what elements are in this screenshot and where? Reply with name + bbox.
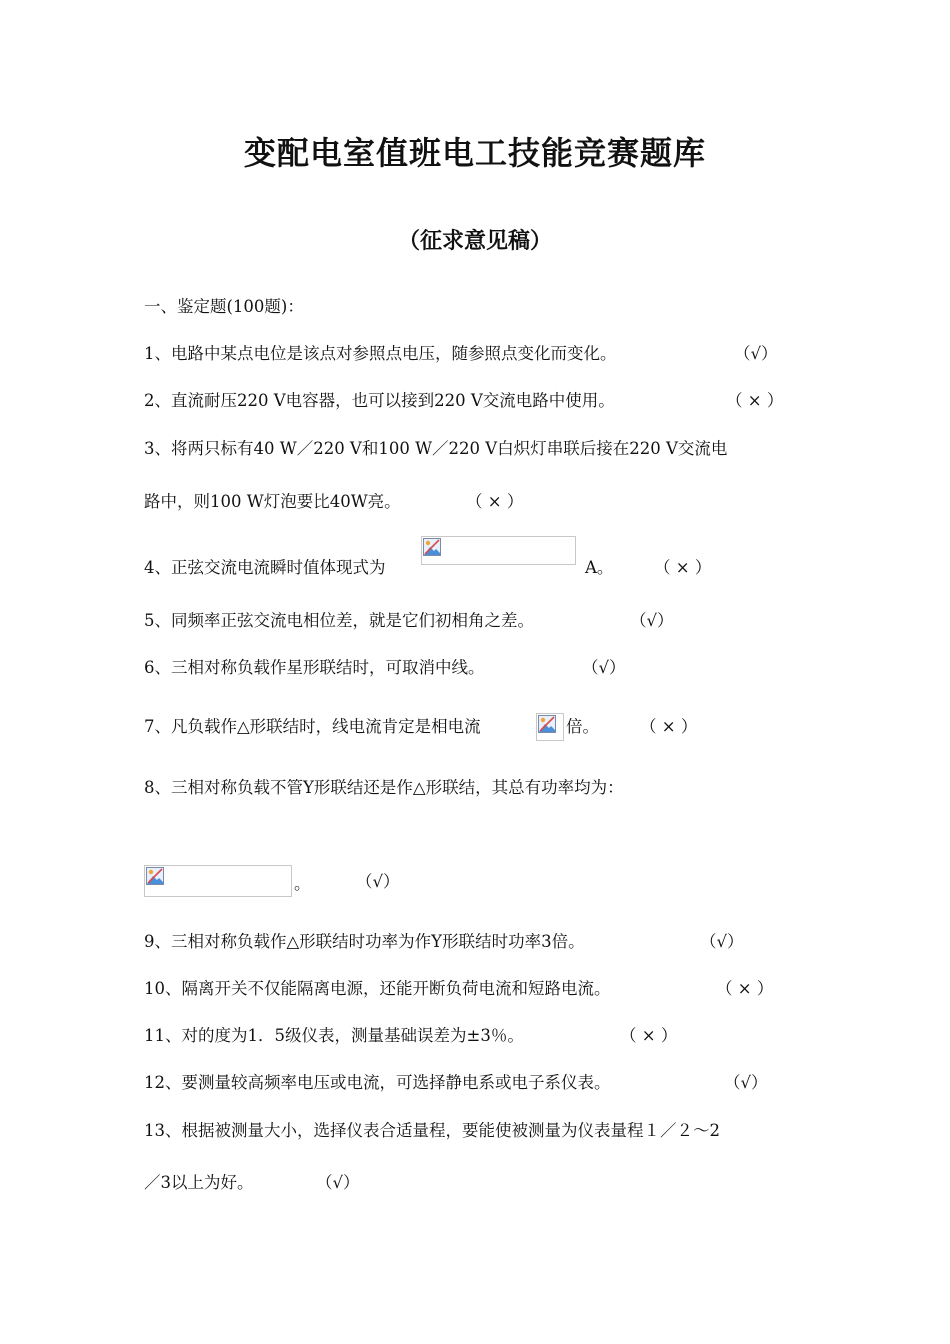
- question-text: 4、正弦交流电流瞬时值体现式为: [144, 558, 386, 577]
- question-10: [144, 977, 611, 1001]
- question-suffix: A。: [585, 558, 614, 577]
- answer-mark: （√）: [700, 932, 744, 951]
- answer-mark: （√）: [630, 611, 674, 630]
- question-text: ／3以上为好。: [144, 1173, 254, 1192]
- question-1: [144, 342, 617, 366]
- question-text: 8、三相对称负载不管Y形联结还是作△形联结，其总有功率均为：: [144, 778, 624, 797]
- question-6: [144, 656, 485, 680]
- question-suffix: 。: [294, 874, 311, 893]
- question-text: 11、对的度为1．5级仪表，测量基础误差为±3％。: [144, 1026, 524, 1045]
- question-text: 5、同频率正弦交流电相位差，就是它们初相角之差。: [144, 611, 534, 630]
- answer-mark: （ × ）: [620, 1026, 678, 1045]
- answer-mark: （√）: [316, 1173, 360, 1192]
- formula-image: [144, 865, 292, 897]
- document-subtitle: （征求意见稿）: [397, 229, 552, 254]
- question-text: 7、凡负载作△形联结时，线电流肯定是相电流: [144, 717, 481, 736]
- question-text: 12、要测量较高频率电压或电流，可选择静电系或电子系仪表。: [144, 1073, 611, 1092]
- question-2: [144, 389, 615, 413]
- question-11: [144, 1024, 524, 1048]
- question-5: [144, 609, 534, 633]
- answer-mark: （ × ）: [726, 391, 784, 410]
- question-13: [144, 1119, 720, 1143]
- question-3: [144, 437, 727, 461]
- question-text: 13、根据被测量大小，选择仪表合适量程，要能使被测量为仪表量程１／２～2: [144, 1121, 720, 1140]
- question-text: 6、三相对称负载作星形联结时，可取消中线。: [144, 658, 485, 677]
- answer-mark: （√）: [582, 658, 626, 677]
- answer-mark: （ × ）: [716, 979, 774, 998]
- question-13-continued: [144, 1171, 254, 1195]
- broken-image-icon: [423, 538, 441, 556]
- answer-mark: （√）: [356, 872, 400, 891]
- broken-image-icon: [146, 867, 164, 885]
- question-7: [144, 715, 481, 739]
- question-12: [144, 1071, 611, 1095]
- question-text: 9、三相对称负载作△形联结时功率为作Y形联结时功率3倍。: [144, 932, 585, 951]
- question-text: 路中，则100 W灯泡要比40W亮。: [144, 492, 401, 511]
- question-text: 3、将两只标有40 W／220 V和100 W／220 V白炽灯串联后接在220 V交流电: [144, 439, 728, 458]
- formula-image: [536, 713, 564, 741]
- question-3-continued: [144, 490, 401, 514]
- answer-mark: （√）: [734, 344, 778, 363]
- answer-mark: （ × ）: [466, 492, 524, 511]
- question-8: [144, 776, 624, 800]
- question-text: 1、电路中某点电位是该点对参照点电压，随参照点变化而变化。: [144, 344, 617, 363]
- question-9: [144, 930, 585, 954]
- broken-image-icon: [538, 715, 556, 733]
- section-heading: 一、鉴定题(100题)：: [144, 297, 304, 316]
- question-4: [144, 556, 386, 580]
- formula-image: [421, 536, 576, 565]
- answer-mark: （ × ）: [654, 558, 712, 577]
- answer-mark: （√）: [724, 1073, 768, 1092]
- question-text: 10、隔离开关不仅能隔离电源，还能开断负荷电流和短路电流。: [144, 979, 611, 998]
- question-text: 2、直流耐压220 V电容器，也可以接到220 V交流电路中使用。: [144, 391, 615, 410]
- question-suffix: 倍。: [566, 717, 599, 736]
- answer-mark: （ × ）: [640, 717, 698, 736]
- document-title: 变配电室值班电工技能竞赛题库: [243, 134, 706, 172]
